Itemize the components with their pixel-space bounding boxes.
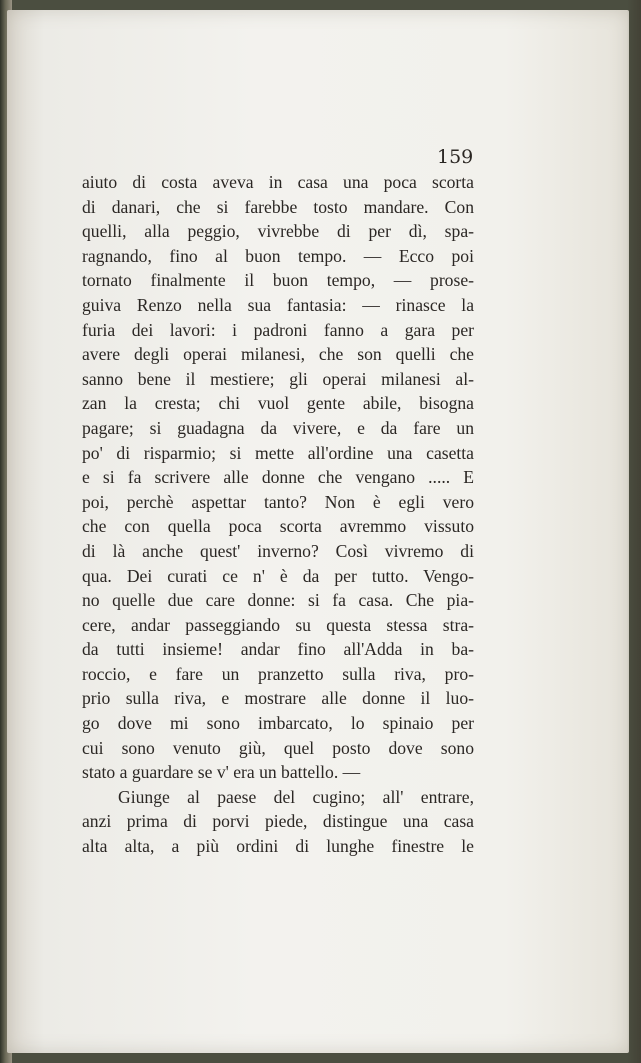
text-line: po' di risparmio; si mette all'ordine una casetta [82,442,474,463]
text-line: stato a guardare se v' era un battello. — [82,762,361,783]
text-line: no quelle due care donne: si fa casa. Che pia- [82,590,474,611]
text-line: di là anche quest' inverno? Così vivremo di [82,540,474,561]
body-text [82,170,474,859]
text-line: go dove mi sono imbarcato, lo spinaio per [82,713,474,734]
text-line: che con quella poca scorta avremmo vissuto [82,516,474,537]
text-line: qua. Dei curati ce n' è da per tutto. Vengo- [82,565,474,586]
text-line: quelli, alla peggio, vivrebbe di per dì, spa- [82,221,474,242]
text-line: sanno bene il mestiere; gli operai milanesi al- [82,368,474,389]
text-line: e si fa scrivere alle donne che vengano ..... E [82,467,474,488]
page-number: 159 [437,146,474,168]
text-line: tornato finalmente il buon tempo, — prose- [82,270,474,291]
text-line: poi, perchè aspettar tanto? Non è egli vero [82,491,474,512]
text-line: pagare; si guadagna da vivere, e da fare un [82,417,474,438]
text-line: ragnando, fino al buon tempo. — Ecco poi [82,245,474,266]
text-line: cui sono venuto giù, quel posto dove sono [82,737,474,758]
text-line: aiuto di costa aveva in casa una poca scorta [82,172,474,192]
text-line: alta alta, a più ordini di lunghe finestre le [82,836,474,857]
text-line: zan la cresta; chi vuol gente abile, bisogna [82,393,474,414]
text-line: furia dei lavori: i padroni fanno a gara per [82,319,474,340]
text-line: Giunge al paese del cugino; all' entrare, [118,786,474,807]
text-line: avere degli operai milanesi, che son quelli che [82,344,474,365]
text-line: da tutti insieme! andar fino all'Adda in ba- [82,639,474,660]
text-line: di danari, che si farebbe tosto mandare. Con [82,196,474,217]
page-edge-shadow [627,0,641,1063]
text-line: cere, andar passeggiando su questa stessa stra- [82,614,474,635]
text-line: prio sulla riva, e mostrare alle donne il luo- [82,688,474,709]
text-line: roccio, e fare un pranzetto sulla riva, pro- [82,663,474,684]
text-line: guiva Renzo nella sua fantasia: — rinasce la [82,294,474,315]
text-line: anzi prima di porvi piede, distingue una casa [82,811,474,832]
